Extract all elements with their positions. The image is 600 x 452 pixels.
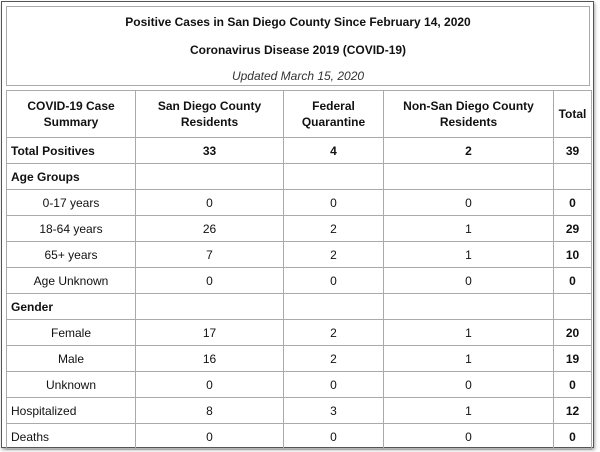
- value-cell: 0: [136, 190, 284, 216]
- row-label: Gender: [7, 294, 136, 320]
- row-label: Unknown: [7, 372, 136, 398]
- total-cell: 39: [554, 138, 592, 164]
- value-cell: 0: [284, 190, 384, 216]
- value-cell: 2: [284, 346, 384, 372]
- value-cell: [136, 164, 284, 190]
- value-cell: 0: [284, 268, 384, 294]
- value-cell: 1: [384, 216, 554, 242]
- value-cell: [384, 294, 554, 320]
- value-cell: 1: [384, 242, 554, 268]
- row-label: 18-64 years: [7, 216, 136, 242]
- value-cell: 0: [384, 268, 554, 294]
- value-cell: 17: [136, 320, 284, 346]
- table-row: [7, 268, 592, 294]
- total-cell: 20: [554, 320, 592, 346]
- value-cell: 0: [284, 372, 384, 398]
- total-cell: 0: [554, 372, 592, 398]
- section-row: [7, 294, 592, 320]
- total-cell: 0: [554, 268, 592, 294]
- value-cell: 7: [136, 242, 284, 268]
- row-label: 65+ years: [7, 242, 136, 268]
- value-cell: 26: [136, 216, 284, 242]
- column-header: COVID-19 Case Summary: [7, 91, 136, 138]
- value-cell: 2: [284, 320, 384, 346]
- value-cell: 1: [384, 320, 554, 346]
- value-cell: [284, 294, 384, 320]
- table-row: [7, 216, 592, 242]
- table-row: [7, 398, 592, 424]
- total-cell: 0: [554, 424, 592, 450]
- value-cell: 3: [284, 398, 384, 424]
- row-label: Female: [7, 320, 136, 346]
- value-cell: 0: [384, 424, 554, 450]
- table-body: [7, 138, 592, 450]
- table-row: [7, 242, 592, 268]
- updated-date: Updated March 15, 2020: [231, 69, 365, 83]
- column-header-row: [7, 91, 592, 138]
- table-row: [7, 190, 592, 216]
- value-cell: 1: [384, 346, 554, 372]
- value-cell: 0: [284, 424, 384, 450]
- column-header: Non-San Diego County Residents: [384, 91, 554, 138]
- row-label: Male: [7, 346, 136, 372]
- row-label: Total Positives: [7, 138, 136, 164]
- value-cell: 2: [284, 242, 384, 268]
- value-cell: 16: [136, 346, 284, 372]
- row-label: Age Unknown: [7, 268, 136, 294]
- section-row: [7, 164, 592, 190]
- value-cell: 4: [284, 138, 384, 164]
- value-cell: 33: [136, 138, 284, 164]
- table-title: Positive Cases in San Diego County Since February 14, 2020: [125, 15, 471, 29]
- value-cell: 1: [384, 398, 554, 424]
- case-summary-table: [6, 90, 592, 450]
- value-cell: 0: [384, 190, 554, 216]
- total-cell: 0: [554, 190, 592, 216]
- value-cell: 2: [384, 138, 554, 164]
- table-header: [6, 6, 590, 86]
- value-cell: [384, 164, 554, 190]
- total-cell: 29: [554, 216, 592, 242]
- row-label: Age Groups: [7, 164, 136, 190]
- value-cell: 0: [136, 424, 284, 450]
- value-cell: [136, 294, 284, 320]
- value-cell: 0: [136, 268, 284, 294]
- table-frame: [1, 1, 594, 448]
- row-label: Deaths: [7, 424, 136, 450]
- row-label: 0-17 years: [7, 190, 136, 216]
- value-cell: 8: [136, 398, 284, 424]
- table-row: [7, 320, 592, 346]
- total-cell: [554, 164, 592, 190]
- column-header: San Diego County Residents: [136, 91, 284, 138]
- column-header: Federal Quarantine: [284, 91, 384, 138]
- value-cell: 2: [284, 216, 384, 242]
- total-cell: 10: [554, 242, 592, 268]
- total-cell: [554, 294, 592, 320]
- total-cell: 19: [554, 346, 592, 372]
- value-cell: 0: [136, 372, 284, 398]
- table-subtitle: Coronavirus Disease 2019 (COVID-19): [189, 43, 407, 57]
- table-row: [7, 424, 592, 450]
- value-cell: [284, 164, 384, 190]
- column-header: Total: [554, 91, 592, 138]
- total-cell: 12: [554, 398, 592, 424]
- table-row: [7, 372, 592, 398]
- value-cell: 0: [384, 372, 554, 398]
- row-label: Hospitalized: [7, 398, 136, 424]
- table-row: [7, 138, 592, 164]
- table-row: [7, 346, 592, 372]
